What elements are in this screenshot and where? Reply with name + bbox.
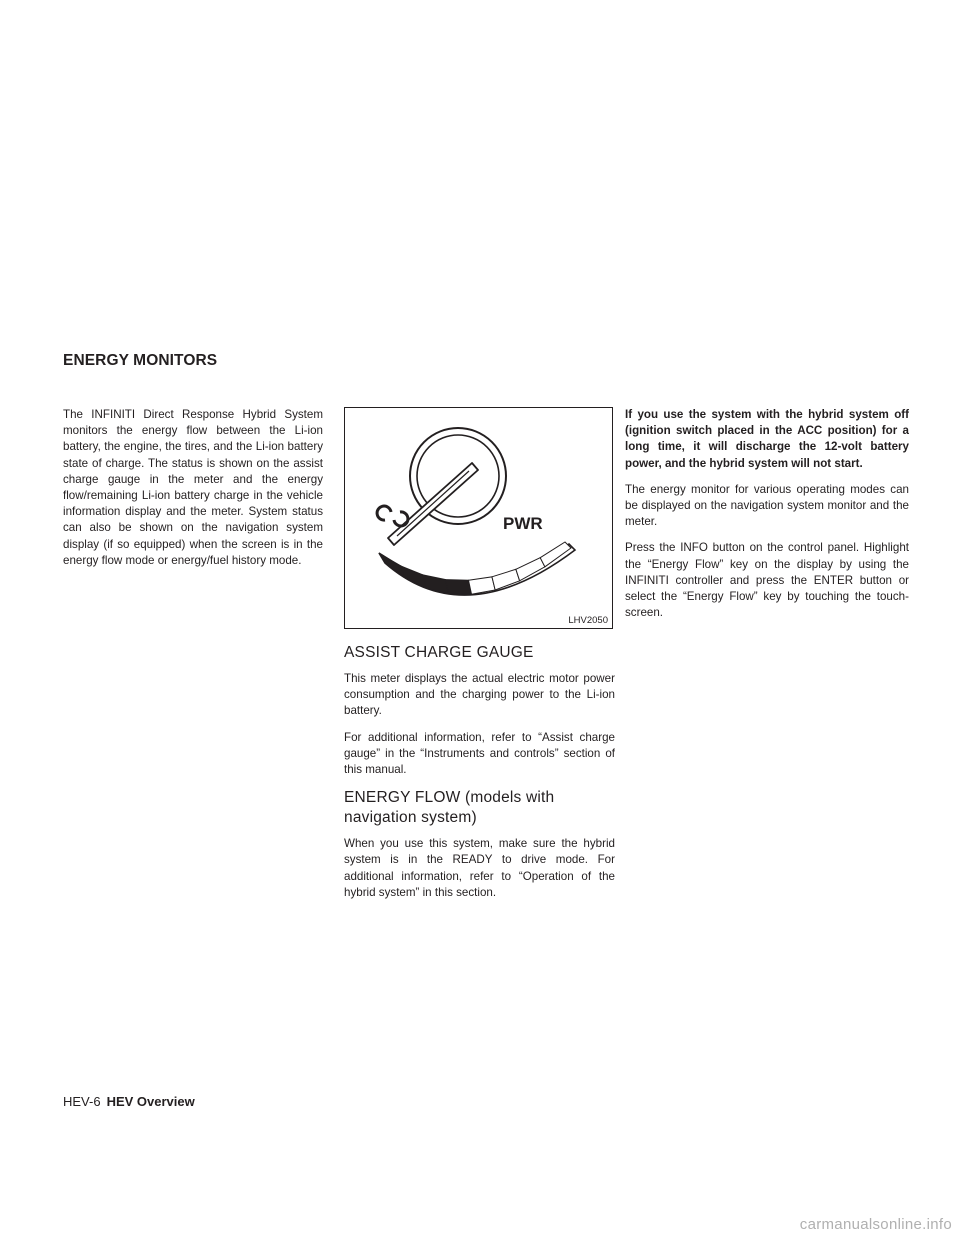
gauge-segment [445,580,471,595]
energy-flow-paragraph-1: When you use this system, make sure the hybrid system is in the READY to drive mode. For additional information, refer to “Operation of the hybrid system” in this section. [344,837,615,899]
assist-charge-gauge-figure [344,407,613,629]
assist-charge-paragraph-2: For additional information, refer to “Assist charge gauge” in the “Instruments and controls” section of this manual. [344,730,615,777]
column-left [63,407,323,579]
energy-flow-heading: ENERGY FLOW (models with navigation system) [344,789,555,827]
info-button-paragraph: Press the INFO button on the control panel. Highlight the “Energy Flow” key on the display by using the INFINITI controller and press the ENTER button or select the “Energy Flow” key by touching the touch-screen. [625,541,909,620]
assist-charge-heading: ASSIST CHARGE GAUGE [344,644,534,661]
hybrid-system-warning: If you use the system with the hybrid system off (ignition switch placed in the ACC position) for a long time, it will discharge the 12-volt battery power, and the hybrid system will not start. [625,408,909,470]
gauge-segment [423,575,449,594]
assist-charge-paragraph-1: This meter displays the actual electric motor power consumption and the charging power to the Li-ion battery. [344,672,615,718]
gauge-pwr-label: PWR [503,514,543,533]
section-title: ENERGY MONITORS [63,352,218,369]
figure-code: LHV2050 [568,615,608,626]
page-footer [63,1094,195,1109]
gauge-needle-inner [397,471,469,536]
charge-arrows-icon [377,506,408,526]
column-right [625,407,909,631]
energy-monitor-paragraph: The energy monitor for various operating modes can be displayed on the navigation system monitor and the meter. [625,482,909,529]
column-middle [344,407,615,911]
watermark: carmanualsonline.info [799,1216,952,1233]
gauge-illustration [345,408,614,630]
gauge-segments [379,542,571,594]
intro-paragraph: The INFINITI Direct Response Hybrid System monitors the energy flow between the Li-ion battery, the engine, the tires, and the Li-ion battery state of charge. The status is shown on the assist charge gauge in the meter and the energy flow/remaining Li-ion battery charge in the vehicle information display and the meter. System status can also be shown on the navigation system display (if so equipped) when the screen is in the energy flow mode or energy/fuel history mode. [63,408,323,567]
gauge-segment [379,553,405,578]
gauge-segment [401,566,427,588]
chapter-title: HEV Overview [106,1094,195,1109]
page-number: HEV-6 [63,1094,101,1109]
